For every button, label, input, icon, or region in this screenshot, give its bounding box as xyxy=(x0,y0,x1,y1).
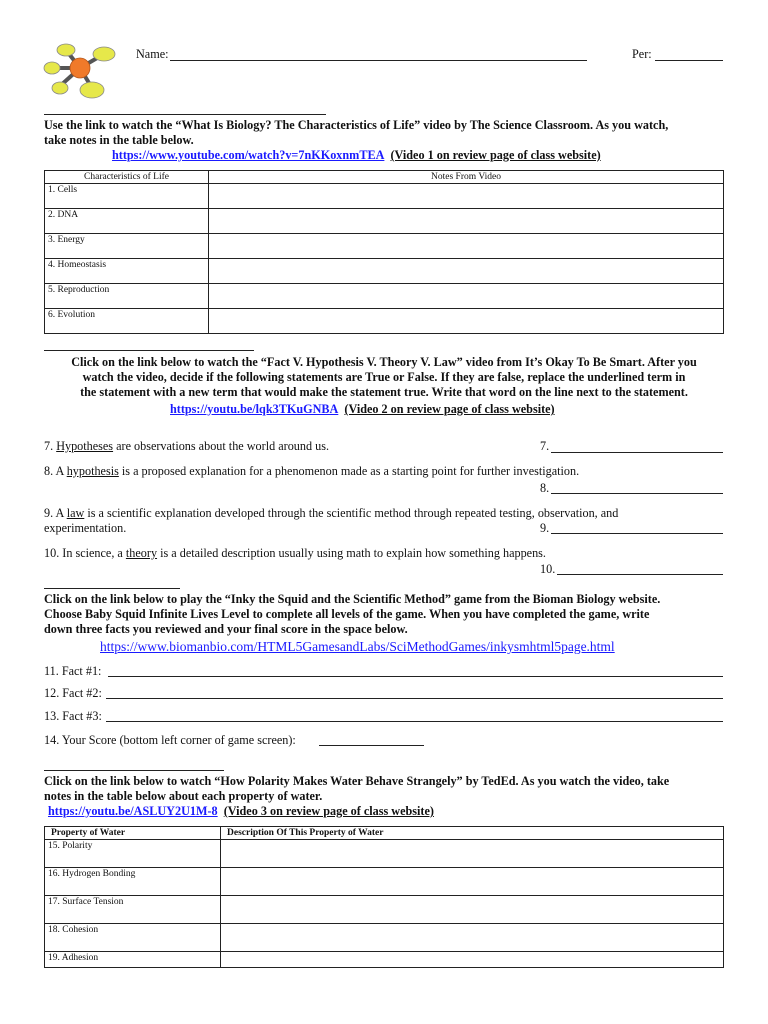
answer-8-field[interactable] xyxy=(551,493,723,494)
fact1-field[interactable] xyxy=(108,676,723,677)
answer-9-label: 9. xyxy=(540,521,550,535)
row-label: 18. Cohesion xyxy=(45,924,221,952)
period-field[interactable] xyxy=(655,60,723,61)
table-row xyxy=(45,896,724,924)
table-row xyxy=(45,184,724,209)
score-label: 14. Your Score (bottom left corner of game screen): xyxy=(44,733,296,747)
row-label: 6. Evolution xyxy=(45,309,209,334)
answer-10-label: 10. xyxy=(540,562,556,576)
row-label: 16. Hydrogen Bonding xyxy=(45,868,221,896)
video2-link[interactable]: https://youtu.be/lqk3TKuGNBA xyxy=(170,402,339,416)
table-row xyxy=(45,924,724,952)
question-9-cont: experimentation. xyxy=(44,521,127,535)
table-row xyxy=(45,840,724,868)
game-link-line xyxy=(100,639,615,655)
section-divider xyxy=(44,588,180,589)
section-divider xyxy=(44,350,254,351)
question-9: 9. A law is a scientific explanation developed through the scientific method through repeated testing, observation, and xyxy=(44,506,619,520)
description-cell[interactable] xyxy=(221,840,724,868)
row-label: 17. Surface Tension xyxy=(45,896,221,924)
table-row xyxy=(45,284,724,309)
section-divider xyxy=(44,114,326,115)
game-link[interactable]: https://www.biomanbio.com/HTML5GamesandLabs/SciMethodGames/inkysmhtml5page.html xyxy=(100,639,615,654)
answer-8-label: 8. xyxy=(540,481,550,495)
video3-link[interactable]: https://youtu.be/ASLUY2U1M-8 xyxy=(48,804,218,818)
name-label: Name: xyxy=(136,47,169,61)
table-row xyxy=(45,209,724,234)
table-header: Property of Water xyxy=(45,827,221,840)
table-header: Notes From Video xyxy=(209,171,724,184)
section2-instructions: Click on the link below to watch the “Fact V. Hypothesis V. Theory V. Law” video from It’s Okay To Be Smart. After you watch the video, decide if the following statements are True or False. If they are false, replace the underlined term in the statement with a new term that would make the statement true. Write that word on the line next to the statement. xyxy=(71,355,697,399)
section1-instructions: Use the link to watch the “What Is Biology? The Characteristics of Life” video by The Science Classroom. As you watch, take notes in the table below. xyxy=(44,118,669,147)
row-label: 1. Cells xyxy=(45,184,209,209)
row-label: 4. Homeostasis xyxy=(45,259,209,284)
fact2-field[interactable] xyxy=(106,698,723,699)
answer-7-label: 7. xyxy=(540,439,550,453)
score-field[interactable] xyxy=(319,745,424,746)
table-row xyxy=(45,234,724,259)
notes-cell[interactable] xyxy=(209,309,724,334)
video1-link[interactable]: https://www.youtube.com/watch?v=7nKKoxnmTEA xyxy=(112,148,385,162)
fact3-field[interactable] xyxy=(106,721,723,722)
description-cell[interactable] xyxy=(221,896,724,924)
characteristics-table xyxy=(44,170,724,334)
fact3-label: 13. Fact #3: xyxy=(44,709,102,723)
notes-cell[interactable] xyxy=(209,209,724,234)
answer-7-field[interactable] xyxy=(551,452,723,453)
notes-cell[interactable] xyxy=(209,284,724,309)
table-row xyxy=(45,309,724,334)
table-header: Description Of This Property of Water xyxy=(221,827,724,840)
section-divider xyxy=(44,770,224,771)
row-label: 19. Adhesion xyxy=(45,952,221,968)
molecule-logo-icon xyxy=(42,42,118,100)
description-cell[interactable] xyxy=(221,868,724,896)
section4-instructions: Click on the link below to watch “How Polarity Makes Water Behave Strangely” by TedEd. As you watch the video, take notes in the table below about each property of water. xyxy=(44,774,670,803)
description-cell[interactable] xyxy=(221,952,724,968)
video2-link-line xyxy=(170,402,555,416)
video2-note: (Video 2 on review page of class website) xyxy=(344,402,555,416)
section3-instructions: Click on the link below to play the “Inky the Squid and the Scientific Method” game from the Bioman Biology website. Choose Baby Squid Infinite Lives Level to complete all levels of the game. When you have completed the game, write down three facts you reviewed and your final score in the space below. xyxy=(44,592,661,636)
video1-note: (Video 1 on review page of class website) xyxy=(390,148,601,162)
video1-link-line xyxy=(112,148,601,162)
notes-cell[interactable] xyxy=(209,184,724,209)
period-label: Per: xyxy=(632,47,652,61)
answer-10-field[interactable] xyxy=(557,574,723,575)
question-10: 10. In science, a theory is a detailed description usually using math to explain how something happens. xyxy=(44,546,546,560)
fact1-label: 11. Fact #1: xyxy=(44,664,102,678)
name-field[interactable] xyxy=(170,60,587,61)
water-properties-table xyxy=(44,826,724,968)
description-cell[interactable] xyxy=(221,924,724,952)
row-label: 2. DNA xyxy=(45,209,209,234)
video3-note: (Video 3 on review page of class website) xyxy=(223,804,434,818)
row-label: 3. Energy xyxy=(45,234,209,259)
question-8: 8. A hypothesis is a proposed explanation for a phenomenon made as a starting point for further investigation. xyxy=(44,464,580,478)
row-label: 5. Reproduction xyxy=(45,284,209,309)
notes-cell[interactable] xyxy=(209,259,724,284)
notes-cell[interactable] xyxy=(209,234,724,259)
row-label: 15. Polarity xyxy=(45,840,221,868)
video3-link-line xyxy=(48,804,434,818)
fact2-label: 12. Fact #2: xyxy=(44,686,102,700)
table-header: Characteristics of Life xyxy=(45,171,209,184)
table-row xyxy=(45,868,724,896)
question-7: 7. Hypotheses are observations about the world around us. xyxy=(44,439,329,453)
answer-9-field[interactable] xyxy=(551,533,723,534)
table-row xyxy=(45,259,724,284)
table-row xyxy=(45,952,724,968)
